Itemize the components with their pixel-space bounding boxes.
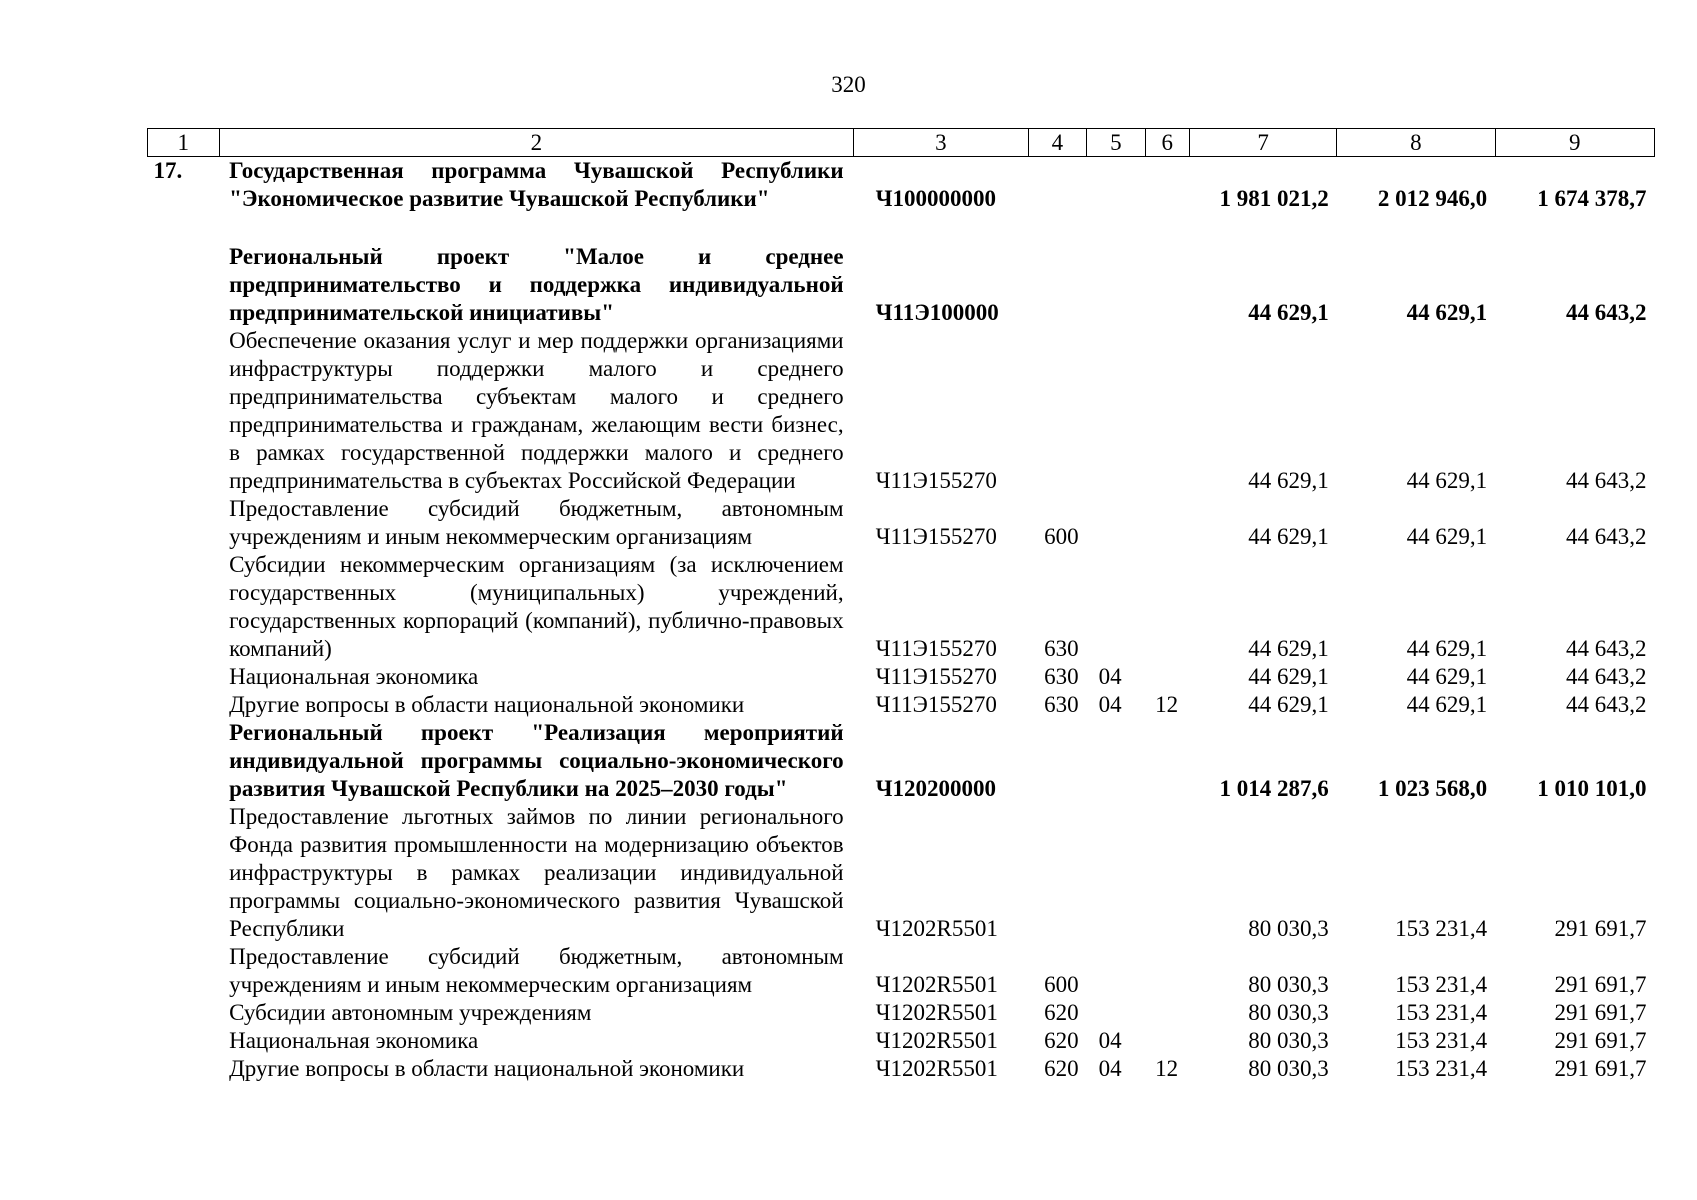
row-amount-8: 153 231,4: [1395, 1056, 1488, 1081]
table-row: [148, 691, 1655, 719]
row-amount-7: 44 629,1: [1248, 636, 1329, 661]
row-col6: [1145, 943, 1189, 999]
program-amount-7: 1 981 021,2: [1219, 186, 1329, 211]
row-col6: 12: [1155, 692, 1179, 717]
column-header-9: 9: [1495, 129, 1654, 157]
row-col5: 04: [1098, 664, 1122, 689]
table-row: [148, 551, 1655, 663]
row-col4: 620: [1044, 1056, 1079, 1081]
row-col5: [1087, 551, 1146, 663]
row-amount-7: 80 030,3: [1248, 1028, 1329, 1053]
row-col4: [1028, 719, 1087, 803]
row-amount-7: 44 629,1: [1248, 468, 1329, 493]
row-code: Ч11Э155270: [875, 524, 997, 549]
row-amount-7: 44 629,1: [1248, 692, 1329, 717]
row-col4: 630: [1044, 664, 1079, 689]
row-col6: [1145, 803, 1189, 943]
row-code: Ч1202R5501: [875, 1056, 998, 1081]
row-name: Предоставление субсидий бюджетным, автономным учреждениям и иным некоммерческим организациям: [229, 496, 844, 549]
row-number: [148, 803, 220, 943]
row-amount-7: 80 030,3: [1248, 1056, 1329, 1081]
spacer-row: [148, 213, 1655, 243]
row-amount-9: 291 691,7: [1554, 972, 1647, 997]
column-header-4: 4: [1028, 129, 1087, 157]
column-header-6: 6: [1145, 129, 1189, 157]
row-amount-9: 291 691,7: [1554, 1028, 1647, 1053]
program-number: 17.: [153, 158, 183, 183]
row-col6: [1145, 1027, 1189, 1055]
row-amount-9: 44 643,2: [1566, 524, 1647, 549]
table-header-row: [148, 129, 1655, 157]
row-amount-8: 44 629,1: [1406, 300, 1488, 325]
row-code: Ч11Э155270: [875, 636, 997, 661]
program-col4: [1028, 157, 1087, 214]
table-row: [148, 1027, 1655, 1055]
row-name: Национальная экономика: [229, 664, 479, 689]
row-amount-8: 153 231,4: [1395, 972, 1488, 997]
row-number: [148, 719, 220, 803]
row-number: [148, 943, 220, 999]
row-col6: [1145, 551, 1189, 663]
row-col5: [1087, 803, 1146, 943]
row-col5: [1087, 495, 1146, 551]
row-amount-8: 153 231,4: [1395, 1028, 1488, 1053]
row-number: [148, 1027, 220, 1055]
program-name: Государственная программа Чувашской Республики "Экономическое развитие Чувашской Республики": [229, 158, 844, 211]
row-name: Предоставление льготных займов по линии регионального Фонда развития промышленности на модернизацию объектов инфраструктуры в рамках реализации индивидуальной программы социально-экономического развития Чувашской Республики: [229, 804, 844, 941]
table-row: [148, 243, 1655, 327]
row-name: Другие вопросы в области национальной экономики: [229, 692, 745, 717]
program-amount-9: 1 674 378,7: [1537, 186, 1647, 211]
column-header-8: 8: [1337, 129, 1495, 157]
row-col6: [1145, 663, 1189, 691]
row-col4: 600: [1044, 524, 1079, 549]
table-row: [148, 943, 1655, 999]
row-col6: [1145, 719, 1189, 803]
table-row: [148, 803, 1655, 943]
program-col6: [1145, 157, 1189, 214]
row-number: [148, 691, 220, 719]
row-name: Субсидии автономным учреждениям: [229, 1000, 592, 1025]
row-number: [148, 243, 220, 327]
row-name: Национальная экономика: [229, 1028, 479, 1053]
program-row: [148, 157, 1655, 214]
row-amount-8: 153 231,4: [1395, 1000, 1488, 1025]
row-col5: 04: [1098, 1028, 1122, 1053]
row-code: Ч120200000: [875, 776, 996, 801]
row-col5: [1087, 327, 1146, 495]
row-col6: [1145, 327, 1189, 495]
row-amount-9: 1 010 101,0: [1537, 776, 1647, 801]
row-name: Предоставление субсидий бюджетным, автономным учреждениям и иным некоммерческим организациям: [229, 944, 844, 997]
row-amount-8: 44 629,1: [1406, 468, 1488, 493]
row-amount-9: 44 643,2: [1566, 300, 1647, 325]
program-code: Ч100000000: [875, 186, 996, 211]
row-number: [148, 551, 220, 663]
column-header-3: 3: [854, 129, 1029, 157]
row-col4: [1028, 803, 1087, 943]
row-amount-7: 80 030,3: [1248, 1000, 1329, 1025]
column-header-7: 7: [1189, 129, 1336, 157]
row-col5: 04: [1098, 692, 1122, 717]
row-col5: [1087, 719, 1146, 803]
program-amount-8: 2 012 946,0: [1377, 186, 1488, 211]
row-name: Субсидии некоммерческим организациям (за исключением государственных (муниципальных) учреждений, государственных корпораций (компаний), публично-правовых компаний): [229, 552, 844, 661]
row-col5: [1087, 999, 1146, 1027]
row-col4: [1028, 327, 1087, 495]
row-col6: [1145, 495, 1189, 551]
row-amount-9: 44 643,2: [1566, 664, 1647, 689]
table-row: [148, 999, 1655, 1027]
row-amount-9: 44 643,2: [1566, 468, 1647, 493]
row-amount-7: 80 030,3: [1248, 972, 1329, 997]
row-amount-8: 1 023 568,0: [1377, 776, 1488, 801]
row-code: Ч1202R5501: [875, 1000, 998, 1025]
budget-table: [147, 128, 1655, 1083]
row-col4: 600: [1044, 972, 1079, 997]
row-name: Региональный проект "Реализация мероприятий индивидуальной программы социально-экономического развития Чувашской Республики на 2025–2030 годы": [229, 720, 844, 801]
row-amount-7: 44 629,1: [1248, 524, 1329, 549]
program-col5: [1087, 157, 1146, 214]
row-col4: 620: [1044, 1000, 1079, 1025]
row-name: Региональный проект "Малое и среднее предпринимательство и поддержка индивидуальной предпринимательской инициативы": [229, 244, 844, 325]
row-amount-9: 291 691,7: [1554, 1056, 1647, 1081]
row-amount-8: 153 231,4: [1395, 916, 1488, 941]
row-amount-7: 1 014 287,6: [1219, 776, 1329, 801]
row-amount-8: 44 629,1: [1406, 692, 1488, 717]
row-code: Ч1202R5501: [875, 972, 998, 997]
row-code: Ч1202R5501: [875, 1028, 998, 1053]
row-name: Обеспечение оказания услуг и мер поддержки организациями инфраструктуры поддержки малого и среднего предпринимательства субъектам малого и среднего предпринимательства и гражданам, желающим вести бизнес, в рамках государственной поддержки малого и среднего предпринимательства в субъектах Российской Федерации: [229, 328, 844, 493]
page-number: 320: [831, 72, 866, 97]
row-name: Другие вопросы в области национальной экономики: [229, 1056, 745, 1081]
row-code: Ч1202R5501: [875, 916, 998, 941]
row-amount-9: 44 643,2: [1566, 692, 1647, 717]
row-col6: [1145, 243, 1189, 327]
row-number: [148, 495, 220, 551]
row-col6: [1145, 999, 1189, 1027]
row-amount-7: 44 629,1: [1248, 664, 1329, 689]
column-header-2: 2: [219, 129, 853, 157]
row-col5: [1087, 243, 1146, 327]
row-number: [148, 327, 220, 495]
row-col4: 620: [1044, 1028, 1079, 1053]
table-row: [148, 327, 1655, 495]
row-amount-8: 44 629,1: [1406, 664, 1488, 689]
row-col4: 630: [1044, 692, 1079, 717]
table-row: [148, 495, 1655, 551]
row-amount-9: 291 691,7: [1554, 916, 1647, 941]
row-amount-9: 44 643,2: [1566, 636, 1647, 661]
table-row: [148, 663, 1655, 691]
row-col4: 630: [1044, 636, 1079, 661]
row-code: Ч11Э100000: [875, 300, 999, 325]
row-col5: 04: [1098, 1056, 1122, 1081]
row-code: Ч11Э155270: [875, 468, 997, 493]
column-header-5: 5: [1087, 129, 1146, 157]
row-number: [148, 1055, 220, 1083]
row-code: Ч11Э155270: [875, 664, 997, 689]
row-number: [148, 663, 220, 691]
row-code: Ч11Э155270: [875, 692, 997, 717]
row-number: [148, 999, 220, 1027]
row-amount-9: 291 691,7: [1554, 1000, 1647, 1025]
table-row: [148, 719, 1655, 803]
row-col6: 12: [1155, 1056, 1179, 1081]
row-amount-8: 44 629,1: [1406, 636, 1488, 661]
row-amount-7: 44 629,1: [1248, 300, 1329, 325]
row-col5: [1087, 943, 1146, 999]
column-header-1: 1: [148, 129, 220, 157]
row-amount-7: 80 030,3: [1248, 916, 1329, 941]
table-row: [148, 1055, 1655, 1083]
row-amount-8: 44 629,1: [1406, 524, 1488, 549]
row-col4: [1028, 243, 1087, 327]
